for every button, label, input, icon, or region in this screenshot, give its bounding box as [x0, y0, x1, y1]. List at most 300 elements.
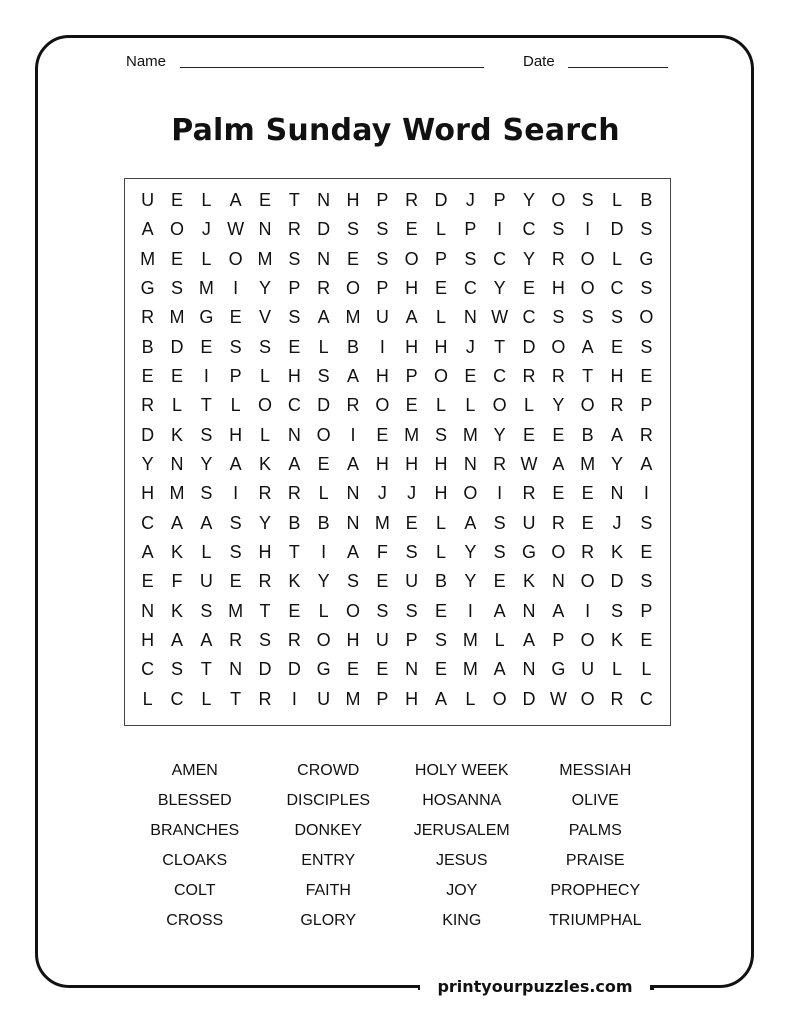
grid-letter[interactable]: K: [610, 630, 623, 651]
grid-letter[interactable]: E: [346, 659, 359, 680]
grid-letter[interactable]: T: [200, 395, 212, 416]
grid-letter[interactable]: E: [405, 395, 418, 416]
grid-letter[interactable]: B: [317, 512, 330, 533]
grid-letter[interactable]: B: [288, 512, 301, 533]
grid-letter[interactable]: D: [170, 336, 184, 357]
grid-letter[interactable]: I: [291, 688, 297, 709]
grid-letter[interactable]: R: [141, 307, 155, 328]
grid-letter[interactable]: H: [346, 190, 360, 211]
grid-letter[interactable]: S: [288, 248, 301, 269]
grid-letter[interactable]: L: [611, 248, 622, 269]
grid-letter[interactable]: H: [551, 278, 565, 299]
grid-letter[interactable]: D: [317, 219, 331, 240]
grid-letter[interactable]: C: [141, 659, 155, 680]
grid-letter[interactable]: I: [233, 483, 239, 504]
grid-letter[interactable]: D: [434, 190, 448, 211]
grid-letter[interactable]: S: [317, 366, 330, 387]
grid-letter[interactable]: G: [639, 248, 654, 269]
grid-letter[interactable]: I: [643, 483, 649, 504]
grid-letter[interactable]: L: [465, 395, 476, 416]
grid-letter[interactable]: E: [640, 630, 653, 651]
grid-letter[interactable]: L: [171, 395, 182, 416]
grid-letter[interactable]: I: [350, 424, 356, 445]
grid-letter[interactable]: H: [434, 483, 448, 504]
grid-letter[interactable]: E: [170, 366, 183, 387]
grid-letter[interactable]: S: [200, 424, 213, 445]
grid-letter[interactable]: M: [462, 424, 478, 445]
grid-letter[interactable]: S: [581, 307, 594, 328]
grid-letter[interactable]: O: [257, 395, 272, 416]
grid-letter[interactable]: P: [464, 219, 477, 240]
grid-letter[interactable]: E: [141, 366, 154, 387]
grid-letter[interactable]: S: [200, 600, 213, 621]
grid-letter[interactable]: N: [317, 248, 331, 269]
grid-letter[interactable]: H: [141, 630, 155, 651]
grid-letter[interactable]: U: [141, 190, 155, 211]
grid-letter[interactable]: O: [492, 395, 507, 416]
grid-letter[interactable]: C: [610, 278, 624, 299]
grid-letter[interactable]: S: [346, 571, 359, 592]
grid-letter[interactable]: N: [551, 571, 565, 592]
grid-letter[interactable]: A: [141, 542, 154, 563]
grid-letter[interactable]: T: [494, 336, 506, 357]
grid-letter[interactable]: T: [582, 366, 594, 387]
grid-letter[interactable]: N: [463, 454, 477, 475]
grid-letter[interactable]: L: [435, 307, 446, 328]
grid-letter[interactable]: L: [318, 336, 329, 357]
grid-letter[interactable]: O: [316, 630, 331, 651]
grid-letter[interactable]: Y: [464, 571, 477, 592]
grid-letter[interactable]: W: [520, 454, 538, 475]
grid-letter[interactable]: I: [203, 366, 209, 387]
grid-letter[interactable]: C: [493, 248, 507, 269]
grid-letter[interactable]: E: [141, 571, 154, 592]
grid-letter[interactable]: O: [404, 248, 419, 269]
grid-letter[interactable]: O: [228, 248, 243, 269]
grid-letter[interactable]: E: [317, 454, 330, 475]
grid-letter[interactable]: Y: [493, 278, 506, 299]
grid-letter[interactable]: O: [580, 688, 595, 709]
grid-letter[interactable]: H: [141, 483, 155, 504]
grid-letter[interactable]: U: [522, 512, 536, 533]
grid-letter[interactable]: A: [493, 659, 506, 680]
grid-letter[interactable]: A: [346, 542, 359, 563]
grid-letter[interactable]: L: [523, 395, 534, 416]
grid-letter[interactable]: F: [376, 542, 388, 563]
grid-letter[interactable]: H: [229, 424, 243, 445]
grid-letter[interactable]: N: [287, 424, 301, 445]
grid-letter[interactable]: N: [258, 219, 272, 240]
grid-letter[interactable]: S: [434, 424, 447, 445]
grid-letter[interactable]: A: [493, 600, 506, 621]
grid-letter[interactable]: S: [258, 336, 271, 357]
grid-letter[interactable]: Y: [552, 395, 565, 416]
grid-letter[interactable]: R: [551, 366, 565, 387]
grid-letter[interactable]: A: [141, 219, 154, 240]
grid-letter[interactable]: J: [377, 483, 387, 504]
grid-letter[interactable]: C: [639, 688, 653, 709]
grid-letter[interactable]: B: [141, 336, 154, 357]
grid-letter[interactable]: E: [552, 483, 565, 504]
grid-letter[interactable]: O: [316, 424, 331, 445]
grid-letter[interactable]: E: [581, 512, 594, 533]
grid-letter[interactable]: D: [522, 688, 536, 709]
grid-letter[interactable]: S: [405, 542, 418, 563]
grid-letter[interactable]: R: [610, 395, 624, 416]
grid-letter[interactable]: N: [170, 454, 184, 475]
grid-letter[interactable]: J: [465, 190, 475, 211]
grid-letter[interactable]: E: [288, 336, 301, 357]
grid-letter[interactable]: I: [585, 219, 591, 240]
grid-letter[interactable]: M: [198, 278, 214, 299]
grid-letter[interactable]: W: [549, 688, 567, 709]
grid-letter[interactable]: S: [640, 512, 653, 533]
grid-letter[interactable]: M: [257, 248, 273, 269]
grid-letter[interactable]: E: [640, 542, 653, 563]
grid-letter[interactable]: A: [434, 688, 447, 709]
grid-letter[interactable]: J: [465, 336, 475, 357]
grid-letter[interactable]: K: [288, 571, 301, 592]
grid-letter[interactable]: P: [640, 600, 653, 621]
grid-letter[interactable]: P: [405, 366, 418, 387]
grid-letter[interactable]: N: [610, 483, 624, 504]
grid-letter[interactable]: P: [288, 278, 301, 299]
grid-letter[interactable]: Y: [493, 424, 506, 445]
grid-letter[interactable]: R: [141, 395, 155, 416]
grid-letter[interactable]: M: [462, 659, 478, 680]
grid-letter[interactable]: S: [229, 336, 242, 357]
grid-letter[interactable]: K: [610, 542, 623, 563]
grid-letter[interactable]: E: [610, 336, 623, 357]
grid-letter[interactable]: E: [493, 571, 506, 592]
grid-letter[interactable]: G: [199, 307, 214, 328]
grid-letter[interactable]: M: [404, 424, 420, 445]
grid-letter[interactable]: L: [259, 424, 270, 445]
grid-letter[interactable]: R: [229, 630, 243, 651]
grid-letter[interactable]: I: [233, 278, 239, 299]
grid-letter[interactable]: A: [229, 190, 242, 211]
grid-letter[interactable]: U: [405, 571, 419, 592]
grid-letter[interactable]: E: [376, 659, 389, 680]
grid-letter[interactable]: M: [169, 483, 185, 504]
grid-letter[interactable]: S: [376, 600, 389, 621]
grid-letter[interactable]: E: [405, 219, 418, 240]
grid-letter[interactable]: S: [229, 542, 242, 563]
grid-letter[interactable]: Y: [200, 454, 213, 475]
grid-letter[interactable]: A: [346, 366, 359, 387]
grid-letter[interactable]: P: [493, 190, 506, 211]
grid-letter[interactable]: R: [610, 688, 624, 709]
grid-letter[interactable]: P: [229, 366, 242, 387]
grid-letter[interactable]: E: [258, 190, 271, 211]
grid-letter[interactable]: S: [640, 278, 653, 299]
grid-letter[interactable]: P: [376, 278, 389, 299]
grid-letter[interactable]: L: [201, 248, 212, 269]
grid-letter[interactable]: E: [376, 424, 389, 445]
grid-letter[interactable]: S: [610, 600, 623, 621]
grid-letter[interactable]: D: [287, 659, 301, 680]
grid-letter[interactable]: G: [140, 278, 155, 299]
grid-letter[interactable]: K: [258, 454, 271, 475]
grid-letter[interactable]: H: [405, 336, 419, 357]
grid-letter[interactable]: D: [522, 336, 536, 357]
grid-letter[interactable]: L: [611, 659, 622, 680]
grid-letter[interactable]: S: [376, 219, 389, 240]
grid-letter[interactable]: M: [169, 307, 185, 328]
grid-letter[interactable]: H: [375, 454, 389, 475]
grid-letter[interactable]: O: [492, 688, 507, 709]
grid-letter[interactable]: U: [581, 659, 595, 680]
grid-letter[interactable]: E: [552, 424, 565, 445]
grid-letter[interactable]: K: [170, 542, 183, 563]
grid-letter[interactable]: D: [610, 571, 624, 592]
grid-letter[interactable]: A: [170, 512, 183, 533]
grid-letter[interactable]: C: [522, 307, 536, 328]
grid-letter[interactable]: P: [552, 630, 565, 651]
grid-letter[interactable]: S: [405, 600, 418, 621]
grid-letter[interactable]: H: [610, 366, 624, 387]
grid-letter[interactable]: E: [434, 278, 447, 299]
grid-letter[interactable]: E: [170, 190, 183, 211]
grid-letter[interactable]: Y: [141, 454, 154, 475]
grid-letter[interactable]: R: [287, 630, 301, 651]
grid-letter[interactable]: S: [552, 307, 565, 328]
grid-letter[interactable]: A: [346, 454, 359, 475]
grid-letter[interactable]: P: [405, 630, 418, 651]
grid-letter[interactable]: J: [407, 483, 417, 504]
grid-letter[interactable]: O: [580, 395, 595, 416]
grid-letter[interactable]: H: [346, 630, 360, 651]
grid-letter[interactable]: O: [345, 600, 360, 621]
grid-letter[interactable]: A: [581, 336, 594, 357]
grid-letter[interactable]: T: [288, 542, 300, 563]
grid-letter[interactable]: G: [316, 659, 331, 680]
name-line[interactable]: [180, 67, 484, 68]
grid-letter[interactable]: A: [405, 307, 418, 328]
grid-letter[interactable]: L: [494, 630, 505, 651]
grid-letter[interactable]: N: [317, 190, 331, 211]
grid-letter[interactable]: W: [227, 219, 245, 240]
grid-letter[interactable]: L: [465, 688, 476, 709]
grid-letter[interactable]: S: [552, 219, 565, 240]
grid-letter[interactable]: L: [318, 600, 329, 621]
grid-letter[interactable]: K: [170, 600, 183, 621]
grid-letter[interactable]: E: [170, 248, 183, 269]
grid-letter[interactable]: R: [258, 571, 272, 592]
grid-letter[interactable]: L: [318, 483, 329, 504]
grid-letter[interactable]: O: [580, 278, 595, 299]
grid-letter[interactable]: D: [317, 395, 331, 416]
grid-letter[interactable]: T: [288, 190, 300, 211]
grid-letter[interactable]: E: [229, 571, 242, 592]
grid-letter[interactable]: I: [379, 336, 385, 357]
grid-letter[interactable]: U: [375, 307, 389, 328]
grid-letter[interactable]: R: [405, 190, 419, 211]
grid-letter[interactable]: S: [170, 659, 183, 680]
grid-letter[interactable]: E: [376, 571, 389, 592]
grid-letter[interactable]: P: [434, 248, 447, 269]
grid-letter[interactable]: L: [142, 688, 153, 709]
grid-letter[interactable]: S: [581, 190, 594, 211]
grid-letter[interactable]: H: [287, 366, 301, 387]
grid-letter[interactable]: K: [170, 424, 183, 445]
grid-letter[interactable]: T: [259, 600, 271, 621]
grid-letter[interactable]: O: [551, 542, 566, 563]
grid-letter[interactable]: I: [467, 600, 473, 621]
grid-letter[interactable]: A: [610, 424, 623, 445]
grid-letter[interactable]: M: [374, 512, 390, 533]
grid-letter[interactable]: R: [258, 688, 272, 709]
grid-letter[interactable]: A: [552, 600, 565, 621]
grid-letter[interactable]: S: [258, 630, 271, 651]
grid-letter[interactable]: E: [640, 366, 653, 387]
grid-letter[interactable]: S: [640, 571, 653, 592]
grid-letter[interactable]: M: [580, 454, 596, 475]
grid-letter[interactable]: L: [201, 190, 212, 211]
grid-letter[interactable]: V: [258, 307, 271, 328]
grid-letter[interactable]: S: [493, 542, 506, 563]
grid-letter[interactable]: U: [375, 630, 389, 651]
grid-letter[interactable]: I: [497, 219, 503, 240]
grid-letter[interactable]: C: [493, 366, 507, 387]
grid-letter[interactable]: S: [376, 248, 389, 269]
grid-letter[interactable]: O: [639, 307, 654, 328]
grid-letter[interactable]: A: [229, 454, 242, 475]
grid-letter[interactable]: Y: [317, 571, 330, 592]
grid-letter[interactable]: D: [258, 659, 272, 680]
date-line[interactable]: [568, 67, 668, 68]
grid-letter[interactable]: I: [585, 600, 591, 621]
grid-letter[interactable]: R: [522, 483, 536, 504]
grid-letter[interactable]: M: [345, 688, 361, 709]
grid-letter[interactable]: L: [435, 512, 446, 533]
grid-letter[interactable]: L: [435, 219, 446, 240]
grid-letter[interactable]: S: [200, 483, 213, 504]
grid-letter[interactable]: P: [640, 395, 653, 416]
grid-letter[interactable]: S: [610, 307, 623, 328]
grid-letter[interactable]: E: [434, 600, 447, 621]
grid-letter[interactable]: C: [170, 688, 184, 709]
grid-letter[interactable]: E: [229, 307, 242, 328]
grid-letter[interactable]: D: [141, 424, 155, 445]
grid-letter[interactable]: B: [434, 571, 447, 592]
grid-letter[interactable]: S: [170, 278, 183, 299]
grid-letter[interactable]: A: [552, 454, 565, 475]
grid-letter[interactable]: G: [551, 659, 566, 680]
grid-letter[interactable]: O: [463, 483, 478, 504]
grid-letter[interactable]: N: [346, 483, 360, 504]
grid-letter[interactable]: Y: [522, 190, 535, 211]
grid-letter[interactable]: E: [522, 278, 535, 299]
grid-letter[interactable]: B: [581, 424, 594, 445]
grid-letter[interactable]: J: [612, 512, 622, 533]
grid-letter[interactable]: N: [522, 659, 536, 680]
grid-letter[interactable]: K: [522, 571, 535, 592]
grid-letter[interactable]: H: [375, 366, 389, 387]
grid-letter[interactable]: M: [140, 248, 156, 269]
grid-letter[interactable]: H: [405, 454, 419, 475]
grid-letter[interactable]: S: [640, 336, 653, 357]
grid-letter[interactable]: R: [346, 395, 360, 416]
grid-letter[interactable]: S: [346, 219, 359, 240]
grid-letter[interactable]: O: [551, 336, 566, 357]
grid-letter[interactable]: L: [230, 395, 241, 416]
grid-letter[interactable]: H: [434, 336, 448, 357]
grid-letter[interactable]: L: [259, 366, 270, 387]
grid-letter[interactable]: H: [434, 454, 448, 475]
grid-letter[interactable]: I: [497, 483, 503, 504]
grid-letter[interactable]: E: [200, 336, 213, 357]
grid-letter[interactable]: R: [493, 454, 507, 475]
grid-letter[interactable]: N: [346, 512, 360, 533]
grid-letter[interactable]: Y: [464, 542, 477, 563]
grid-letter[interactable]: L: [201, 688, 212, 709]
grid-letter[interactable]: R: [639, 424, 653, 445]
grid-letter[interactable]: F: [171, 571, 183, 592]
grid-letter[interactable]: C: [522, 219, 536, 240]
grid-letter[interactable]: E: [522, 424, 535, 445]
grid-letter[interactable]: E: [434, 659, 447, 680]
grid-letter[interactable]: U: [317, 688, 331, 709]
grid-letter[interactable]: E: [346, 248, 359, 269]
grid-letter[interactable]: O: [580, 630, 595, 651]
grid-letter[interactable]: R: [551, 512, 565, 533]
grid-letter[interactable]: E: [464, 366, 477, 387]
grid-letter[interactable]: W: [491, 307, 509, 328]
grid-letter[interactable]: C: [463, 278, 477, 299]
grid-letter[interactable]: R: [258, 483, 272, 504]
grid-letter[interactable]: H: [405, 688, 419, 709]
grid-letter[interactable]: M: [228, 600, 244, 621]
grid-letter[interactable]: A: [170, 630, 183, 651]
grid-letter[interactable]: O: [551, 190, 566, 211]
grid-letter[interactable]: S: [229, 512, 242, 533]
grid-letter[interactable]: I: [321, 542, 327, 563]
grid-letter[interactable]: J: [201, 219, 211, 240]
grid-letter[interactable]: Y: [258, 278, 271, 299]
grid-letter[interactable]: S: [464, 248, 477, 269]
grid-letter[interactable]: H: [405, 278, 419, 299]
grid-letter[interactable]: D: [610, 219, 624, 240]
grid-letter[interactable]: O: [580, 571, 595, 592]
grid-letter[interactable]: L: [201, 542, 212, 563]
grid-letter[interactable]: C: [141, 512, 155, 533]
grid-letter[interactable]: S: [288, 307, 301, 328]
grid-letter[interactable]: A: [464, 512, 477, 533]
grid-letter[interactable]: Y: [258, 512, 271, 533]
grid-letter[interactable]: R: [317, 278, 331, 299]
grid-letter[interactable]: A: [640, 454, 653, 475]
grid-letter[interactable]: M: [462, 630, 478, 651]
grid-letter[interactable]: A: [200, 630, 213, 651]
grid-letter[interactable]: E: [405, 512, 418, 533]
grid-letter[interactable]: L: [435, 542, 446, 563]
grid-letter[interactable]: E: [288, 600, 301, 621]
grid-letter[interactable]: L: [641, 659, 652, 680]
grid-letter[interactable]: P: [376, 688, 389, 709]
grid-letter[interactable]: H: [258, 542, 272, 563]
grid-letter[interactable]: L: [435, 395, 446, 416]
grid-letter[interactable]: N: [141, 600, 155, 621]
grid-letter[interactable]: T: [200, 659, 212, 680]
grid-letter[interactable]: L: [611, 190, 622, 211]
grid-letter[interactable]: Y: [522, 248, 535, 269]
grid-letter[interactable]: R: [287, 483, 301, 504]
grid-letter[interactable]: O: [580, 248, 595, 269]
grid-letter[interactable]: S: [434, 630, 447, 651]
grid-letter[interactable]: S: [640, 219, 653, 240]
grid-letter[interactable]: B: [640, 190, 653, 211]
